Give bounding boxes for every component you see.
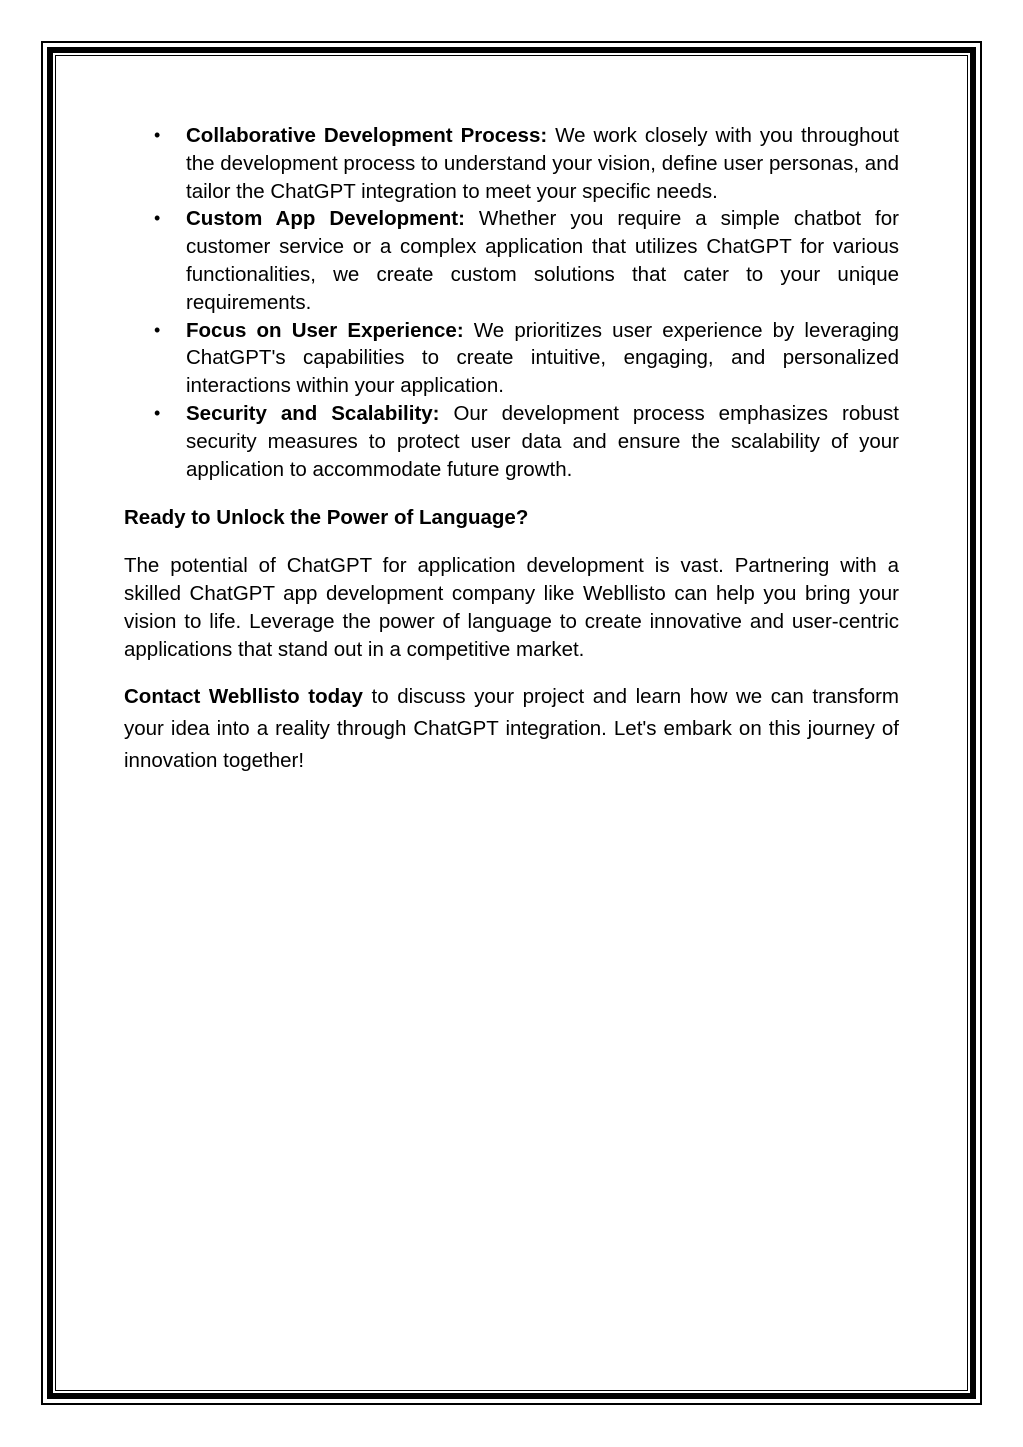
feature-list bbox=[124, 122, 899, 483]
contact-paragraph bbox=[124, 681, 899, 777]
feature-title: Focus on User Experience: bbox=[186, 318, 464, 342]
contact-text: to discuss your project and learn how we can transform your idea into a reality through ChatGPT integration. Let's embark on this journey of innovation together! bbox=[124, 685, 900, 773]
feature-item-security bbox=[124, 400, 899, 483]
feature-item-custom-app bbox=[124, 205, 899, 316]
feature-text: We prioritizes user experience by leveraging ChatGPT's capabilities to create intuitive, engaging, and personalized interactions within your application. bbox=[186, 318, 900, 398]
document-body bbox=[124, 122, 899, 777]
feature-item-collaborative bbox=[124, 122, 899, 205]
bullet-icon: • bbox=[154, 402, 161, 423]
feature-text: Our development process emphasizes robust security measures to protect user data and ensure the scalability of your application to accommodate future growth. bbox=[186, 401, 899, 481]
body-paragraph: The potential of ChatGPT for application development is vast. Partnering with a skilled ChatGPT app development company like Webllisto can help you bring your vision to life. Leverage the power of language to create innovative and user-centric applications that stand out in a competitive market. bbox=[124, 554, 899, 661]
feature-text: Whether you require a simple chatbot for customer service or a complex application that utilizes ChatGPT for various functionalities, we create custom solutions that cater to your unique requirements. bbox=[186, 207, 899, 314]
feature-item-user-experience bbox=[124, 317, 899, 400]
bullet-icon: • bbox=[154, 208, 161, 229]
feature-text: We work closely with you throughout the development process to understand your vision, define user personas, and tailor the ChatGPT integration to meet your specific needs. bbox=[186, 124, 899, 203]
feature-title: Custom App Development: bbox=[186, 207, 465, 231]
section-heading: Ready to Unlock the Power of Language? bbox=[124, 506, 529, 530]
bullet-icon: • bbox=[154, 125, 161, 145]
contact-bold: Contact Webllisto today bbox=[124, 685, 363, 709]
feature-title: Collaborative Development Process: bbox=[186, 124, 548, 147]
bullet-icon: • bbox=[154, 319, 161, 340]
feature-title: Security and Scalability: bbox=[186, 401, 440, 425]
